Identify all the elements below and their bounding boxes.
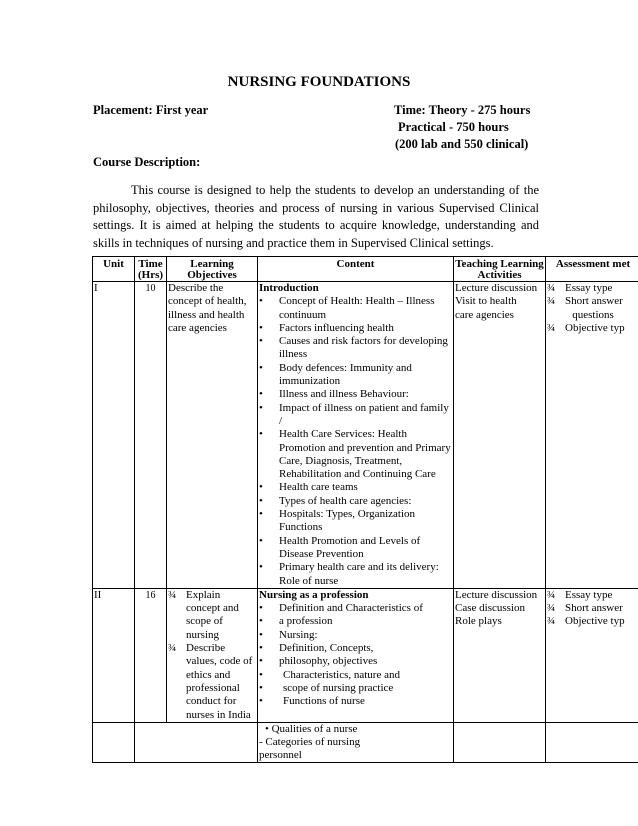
course-description-text: This course is designed to help the students to develop an understanding of the philosophy, objectives, theories and process of nursing in various Supervised Clinical settings. It is aimed at helping the students to acquire knowledge, understanding and skills in techniques of nursing and practice them in Supervised Clinical settings. <box>93 183 539 250</box>
content-item: • Health Promotion and Levels of Disease Prevention <box>259 535 452 562</box>
marker-glyph: ¾ <box>547 602 556 615</box>
tla-cell <box>454 282 546 589</box>
placement: Placement: First year <box>93 103 209 117</box>
syllabus-table <box>92 256 638 763</box>
content-item: • Health care teams <box>259 481 452 494</box>
empty-cell <box>454 722 546 762</box>
course-description-heading: Course Description: <box>93 155 201 169</box>
tla-item: Lecture discussion <box>455 588 538 601</box>
marker-glyph: ¾ <box>547 295 556 308</box>
content-item: • Causes and risk factors for developing illness <box>259 335 452 362</box>
empty-cell <box>546 722 638 762</box>
content-item: • Health Care Services: Health Promotion and prevention and Primary Care, Diagnosis, Treatment, Rehabilitation and Continuing Care <box>259 428 452 481</box>
unit-cell <box>93 722 135 762</box>
header-tla: Teaching Learning Activities <box>455 258 544 281</box>
header-row <box>93 257 638 282</box>
time-breakdown: (200 lab and 550 clinical) <box>395 137 529 151</box>
content-item: personnel <box>259 748 302 761</box>
content-item: • Body defences: Immunity and immunization <box>259 362 452 389</box>
assessment-item: ¾ Essay type <box>547 282 613 294</box>
time-cell: 10 <box>135 282 167 589</box>
time-cell: 16 <box>135 588 167 722</box>
assessment-cell <box>546 282 638 589</box>
content-item: • a profession <box>259 615 452 628</box>
content-item: • Characteristics, nature and <box>259 669 452 682</box>
table-row <box>93 588 638 722</box>
tla-cell <box>454 588 546 722</box>
table-row <box>93 282 638 589</box>
assessment-item: ¾ Objective typ <box>547 321 625 334</box>
time-practical: Practical - 750 hours <box>398 120 509 134</box>
tla-item: care agencies <box>455 308 514 321</box>
tla-item: Visit to health <box>455 295 517 308</box>
unit-cell: II <box>93 588 135 722</box>
objectives-cell: Describe the concept of health, illness and health care agencies <box>167 282 258 589</box>
header-time: Time (Hrs) <box>135 257 167 282</box>
content-list <box>259 602 452 708</box>
content-item: • Definition, Concepts, <box>259 642 452 655</box>
header-objectives: Learning Objectives <box>167 257 258 282</box>
header-content: Content <box>258 257 454 282</box>
tla-item: Role plays <box>455 615 502 628</box>
content-continuation-cell <box>258 722 454 762</box>
content-cell <box>258 282 454 589</box>
assessment-list <box>547 589 638 629</box>
objective-item: ¾ Explain concept and scope of nursing <box>168 588 239 641</box>
tla-item: Case discussion <box>455 602 525 615</box>
content-item: • Types of health care agencies: <box>259 495 452 508</box>
assessment-item: ¾ Essay type <box>547 588 613 601</box>
header-unit: Unit <box>93 257 135 282</box>
marker-glyph: ¾ <box>168 642 177 655</box>
content-item: • philosophy, objectives <box>259 655 452 668</box>
content-item: - Categories of nursing <box>259 735 361 748</box>
assessment-item: ¾ Short answer <box>547 602 623 615</box>
unit-cell: I <box>93 282 135 589</box>
content-cell <box>258 588 454 722</box>
assessment-item: ¾ Short answer <box>547 295 623 308</box>
content-item: • Impact of illness on patient and family / <box>259 402 452 429</box>
marker-glyph: ¾ <box>547 615 556 628</box>
content-item: • Functions of nurse <box>259 695 452 708</box>
marker-glyph: ¾ <box>547 588 556 601</box>
content-list <box>259 295 452 588</box>
content-item: • scope of nursing practice <box>259 682 452 695</box>
assessment-cell <box>546 588 638 722</box>
table-row <box>93 722 638 762</box>
content-item: • Concept of Health: Health – Illness continuum <box>259 295 452 322</box>
marker-glyph: ¾ <box>547 321 556 334</box>
marker-glyph: ¾ <box>168 588 177 601</box>
content-item: • Primary health care and its delivery: Role of nurse <box>259 561 452 588</box>
tla-item: Lecture discussion <box>455 282 538 294</box>
content-item: • Qualities of a nurse <box>265 722 358 735</box>
objectives-cell <box>167 588 258 722</box>
objective-item: ¾ Describe values, code of ethics and professional conduct for nurses in India <box>168 642 253 721</box>
content-item: • Illness and illness Behaviour: <box>259 388 452 401</box>
course-description <box>93 182 539 252</box>
empty-cell <box>135 722 258 762</box>
time-theory: Time: Theory - 275 hours <box>394 103 531 117</box>
content-title: Nursing as a profession <box>259 588 369 601</box>
marker-glyph: ¾ <box>547 282 556 294</box>
assessment-list <box>547 282 638 335</box>
content-title: Introduction <box>259 282 319 294</box>
assessment-item: questions <box>572 308 614 321</box>
content-item: • Hospitals: Types, Organization Functions <box>259 508 452 535</box>
objectives-list <box>168 589 256 722</box>
header-assessment: Assessment met <box>546 257 638 282</box>
content-item: • Factors influencing health <box>259 322 452 335</box>
content-item: • Definition and Characteristics of <box>259 602 452 615</box>
assessment-item: ¾ Objective typ <box>547 615 625 628</box>
document-title: NURSING FOUNDATIONS <box>227 74 411 90</box>
content-item: • Nursing: <box>259 629 452 642</box>
